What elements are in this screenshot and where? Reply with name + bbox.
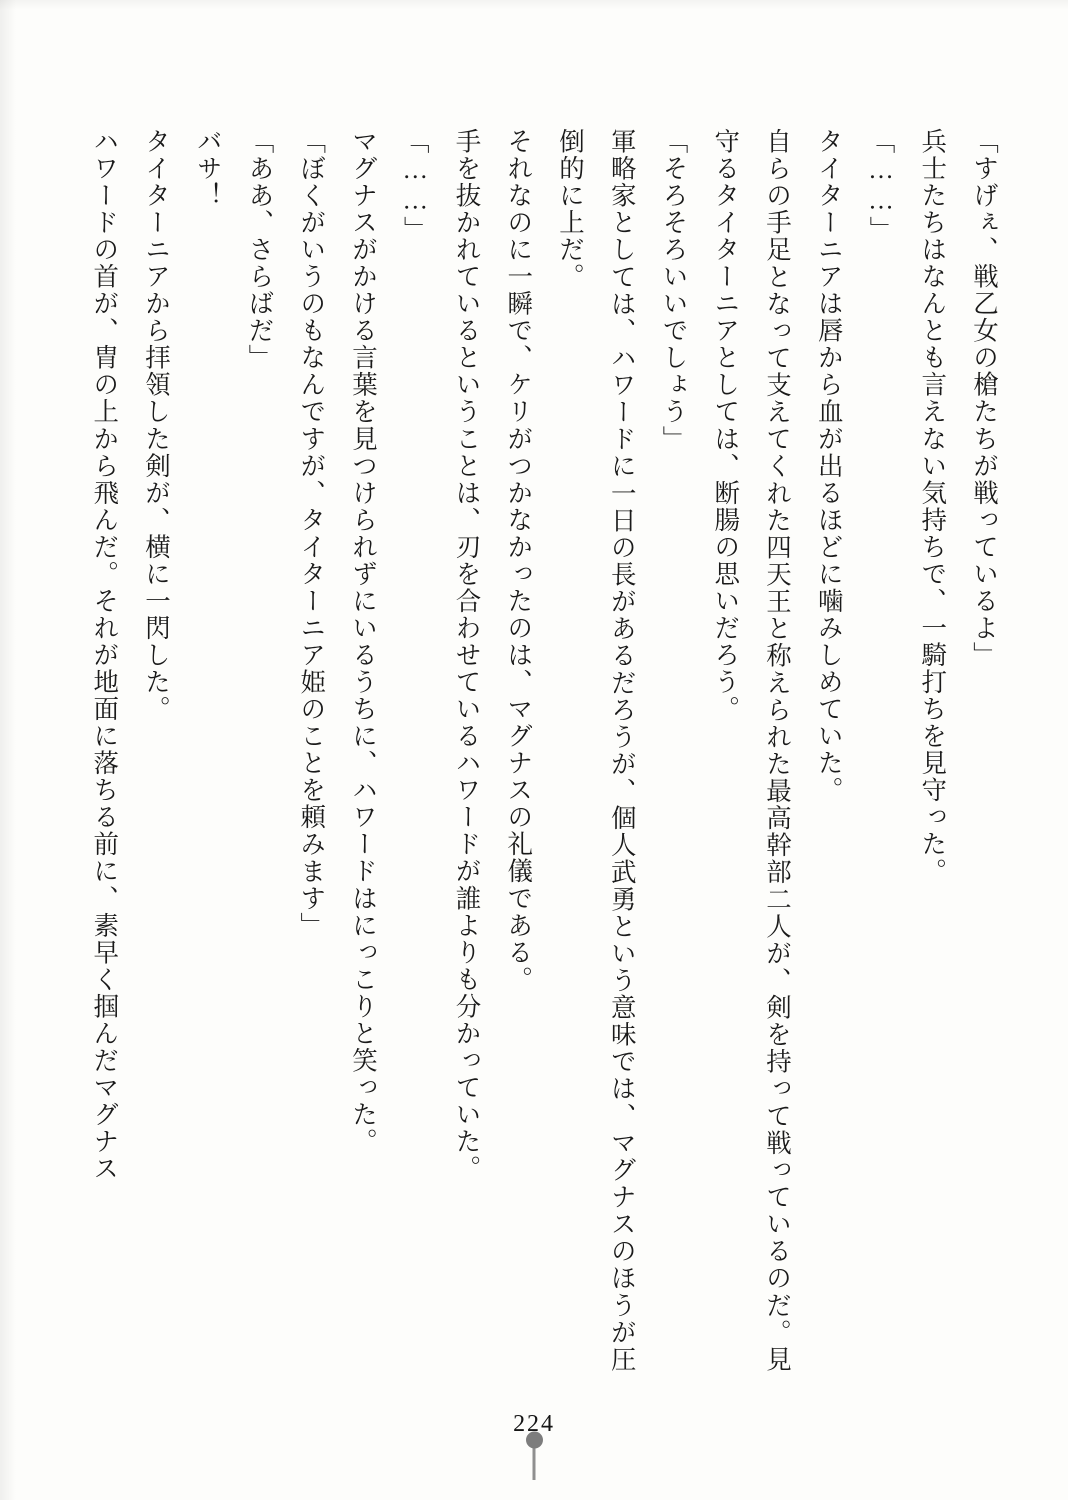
paragraph: 兵士たちはなんとも言えない気持ちで、一騎打ちを見守った。 — [918, 128, 948, 885]
paragraph: タイターニアは唇から血が出るほどに噛みしめていた。 — [814, 128, 844, 804]
paragraph: バサ！ — [193, 128, 223, 210]
paragraph: 「ああ、さらばだ」 — [245, 128, 275, 372]
page-edge-shadow-left — [0, 0, 16, 1500]
paragraph: 手を抜かれているということは、刃を合わせているハワードが誰よりも分かっていた。 — [452, 128, 482, 1183]
paragraph: 「すげぇ、戦乙女の槍たちが戦っているよ」 — [970, 128, 999, 669]
page-text-body — [90, 128, 1010, 1373]
page-edge-shadow-top — [0, 0, 1068, 10]
paragraph: 「ぼくがいうのもなんですが、タイターニア姫のことを頼みます」 — [297, 128, 327, 939]
page-number: 224 — [513, 1411, 555, 1437]
paragraph: 「……」 — [866, 128, 896, 244]
paragraph: それなのに一瞬で、ケリがつかなかったのは、マグナスの礼儀である。 — [504, 128, 534, 993]
paragraph: 軍略家としては、ハワードに一日の長があるだろうが、個人武勇という意味では、マグナスのほうが圧倒的に上だ。 — [556, 128, 637, 1373]
paragraph: タイターニアから拝領した剣が、横に一閃した。 — [142, 128, 171, 723]
paragraph: 「そろそろいいでしょう」 — [659, 128, 689, 453]
footer-ornament-icon — [533, 1440, 536, 1480]
paragraph: マグナスがかける言葉を見つけられずにいるうちに、ハワードはにっこりと笑った。 — [349, 128, 378, 1156]
paragraph: 自らの手足となって支えてくれた四天王と称えられた最高幹部二人が、剣を持って戦っているのだ。見守るタイターニアとしては、断腸の思いだろう。 — [711, 128, 792, 1373]
paragraph: 「……」 — [400, 128, 430, 244]
paragraph: ハワードの首が、胄の上から飛んだ。それが地面に落ちる前に、素早く掴んだマグナス — [90, 128, 120, 1183]
